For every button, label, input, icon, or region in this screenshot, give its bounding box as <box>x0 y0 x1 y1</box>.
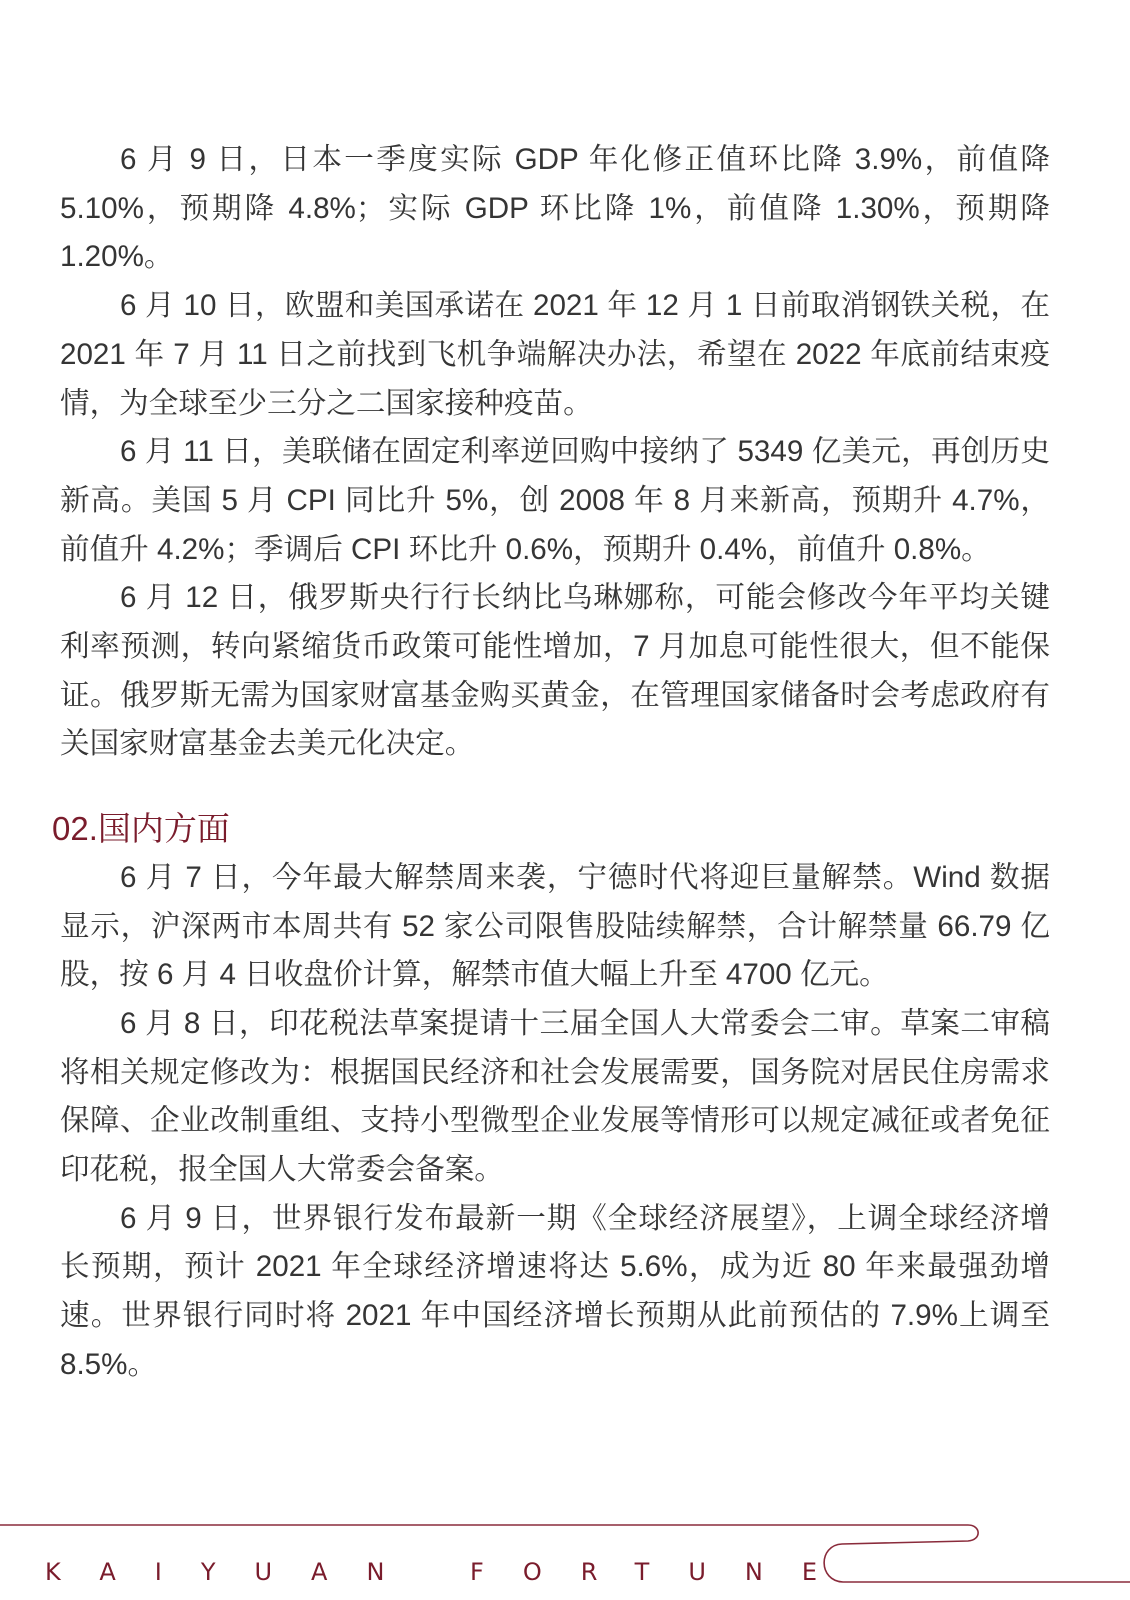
paragraph-share-unlock: 6 月 7 日，今年最大解禁周来袭，宁德时代将迎巨量解禁。Wind 数据显示，沪深两市本周共有 52 家公司限售股陆续解禁，合计解禁量 66.79 亿股，按 6 月 4 日收盘价计算，解禁市值大幅上升至 4700 亿元。 <box>60 860 1050 992</box>
international-section <box>60 136 1050 769</box>
paragraph-world-bank-outlook: 6 月 9 日，世界银行发布最新一期《全球经济展望》，上调全球经济增长预期，预计 2021 年全球经济增速将达 5.6%，成为近 80 年来最强劲增速。世界银行同时将 2021 年中国经济增长预期从此前预估的 7.9%上调至 8.5%。 <box>60 1201 1050 1381</box>
page-content <box>52 136 1050 1390</box>
page-footer <box>0 1510 1130 1600</box>
footer-brand-name: KAIYUAN FORTUNE <box>45 1558 857 1586</box>
paragraph-us-fed-cpi: 6 月 11 日，美联储在固定利率逆回购中接纳了 5349 亿美元，再创历史新高。美国 5 月 CPI 同比升 5%，创 2008 年 8 月来新高，预期升 4.7%，前值升 4.2%；季调后 CPI 环比升 0.6%，预期升 0.4%，前值升 0.8%。 <box>60 435 1050 566</box>
paragraph-eu-us-tariffs: 6 月 10 日，欧盟和美国承诺在 2021 年 12 月 1 日前取消钢铁关税，在 2021 年 7 月 11 日之前找到飞机争端解决办法，希望在 2022 年底前结束疫情，为全球至少三分之二国家接种疫苗。 <box>60 289 1050 420</box>
paragraph-russia-central-bank: 6 月 12 日，俄罗斯央行行长纳比乌琳娜称，可能会修改今年平均关键利率预测，转向紧缩货币政策可能性增加，7 月加息可能性很大，但不能保证。俄罗斯无需为国家财富基金购买黄金，在管理国家储备时会考虑政府有关国家财富基金去美元化决定。 <box>60 581 1050 761</box>
section-heading-domestic: 02.国内方面 <box>52 810 230 848</box>
paragraph-stamp-tax-law: 6 月 8 日，印花税法草案提请十三届全国人大常委会二审。草案二审稿将相关规定修改为：根据国民经济和社会发展需要，国务院对居民住房需求保障、企业改制重组、支持小型微型企业发展等情形可以规定减征或者免征印花税，报全国人大常委会备案。 <box>60 1006 1050 1187</box>
paragraph-japan-gdp: 6 月 9 日，日本一季度实际 GDP 年化修正值环比降 3.9%，前值降 5.10%，预期降 4.8%；实际 GDP 环比降 1%，前值降 1.30%，预期降 1.20%。 <box>60 143 1050 274</box>
domestic-section <box>52 805 1050 1389</box>
